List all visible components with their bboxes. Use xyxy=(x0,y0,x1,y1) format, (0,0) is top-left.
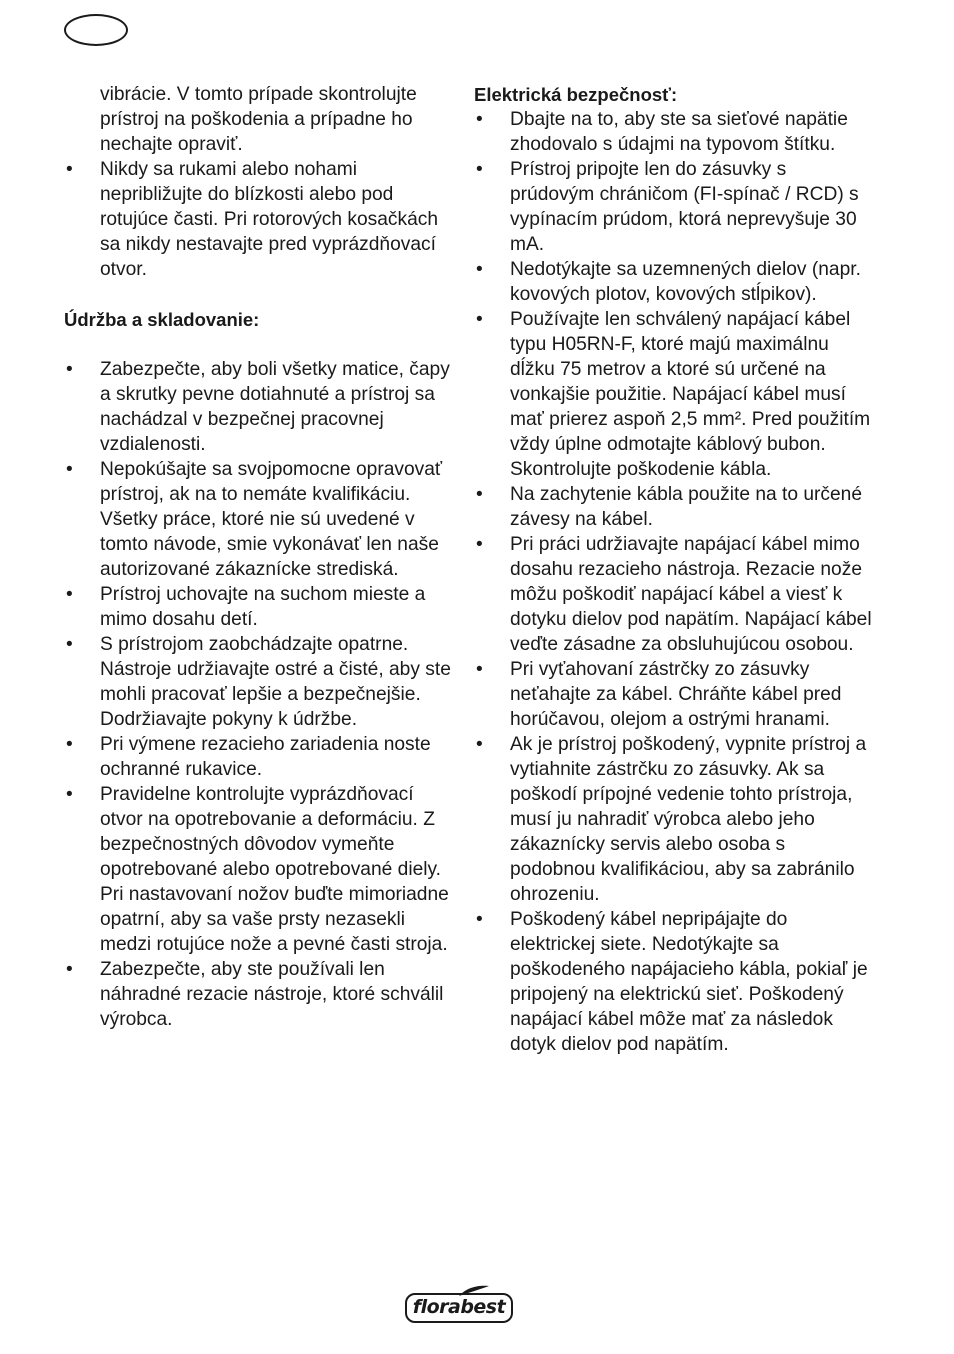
bullet-icon: • xyxy=(476,734,483,755)
electrical-safety-heading: Elektrická bezpečnosť: xyxy=(474,84,678,105)
bullet-icon: • xyxy=(66,359,73,380)
bullet-icon: • xyxy=(66,584,73,605)
continuation-text: vibrácie. V tomto prípade skontrolujte prístroj na poškodenia a prípadne ho nechajte opraviť. xyxy=(100,84,417,155)
list-item xyxy=(474,657,874,732)
list-item-text: Pravidelne kontrolujte vyprázdňovací otvor na opotrebovanie a deformáciu. Z bezpečnostných dôvodov vymeňte opotrebované alebo opotrebované diely. Pri nastavovaní nožov buďte mimoriadne opatrní, aby sa vaše prsty nezasekli medzi rotujúce nože a pevné časti stroja. xyxy=(100,784,449,955)
list-item xyxy=(64,957,454,1032)
bullet-icon: • xyxy=(66,784,73,805)
list-item-text: Zabezpečte, aby boli všetky matice, čapy a skrutky pevne dotiahnuté a prístroj sa nachádzal v bezpečnej pracovnej vzdialenosti. xyxy=(100,359,450,455)
list-item xyxy=(64,632,454,732)
logo-wordmark: florabest xyxy=(412,1296,506,1318)
bullet-icon: • xyxy=(476,109,483,130)
list-item xyxy=(64,732,454,782)
list-item xyxy=(474,307,874,482)
florabest-logo xyxy=(405,1285,515,1325)
list-item xyxy=(474,482,874,532)
list-item xyxy=(474,157,874,257)
safety-list xyxy=(64,157,454,282)
list-item-text: Pri výmene rezacieho zariadenia noste ochranné rukavice. xyxy=(100,734,431,780)
list-item-text: Prístroj uchovajte na suchom mieste a mimo dosahu detí. xyxy=(100,584,426,630)
bullet-icon: • xyxy=(66,959,73,980)
right-column xyxy=(474,82,874,1057)
maintenance-list xyxy=(64,357,454,1032)
list-item-text: Pri vyťahovaní zástrčky zo zásuvky neťahajte za kábel. Chráňte kábel pred horúčavou, olejom a ostrými hranami. xyxy=(510,659,842,730)
list-item xyxy=(474,257,874,307)
list-item xyxy=(64,782,454,957)
list-item-text: Nikdy sa rukami alebo nohami nepribližujte do blízkosti alebo pod rotujúce časti. Pri rotorových kosačkách sa nikdy nestavajte pred vyprázdňovací otvor. xyxy=(100,159,439,280)
list-item-text: Zabezpečte, aby ste používali len náhradné rezacie nástroje, ktoré schválil výrobca. xyxy=(100,959,444,1030)
maintenance-heading: Údržba a skladovanie: xyxy=(64,309,260,330)
bullet-icon: • xyxy=(66,634,73,655)
bullet-icon: • xyxy=(66,734,73,755)
list-item-text: S prístrojom zaobchádzajte opatrne. Nástroje udržiavajte ostré a čisté, aby ste mohli pracovať lepšie a bezpečnejšie. Dodržiavajte pokyny k údržbe. xyxy=(100,634,451,730)
list-item xyxy=(474,107,874,157)
electrical-safety-list xyxy=(474,107,874,1057)
bullet-icon: • xyxy=(66,459,73,480)
list-item-text: Nepokúšajte sa svojpomocne opravovať prístroj, ak na to nemáte kvalifikáciu. Všetky práce, ktoré nie sú uvedené v tomto návode, smie vykonávať len naše autorizované zákaznícke strediská. xyxy=(100,459,443,580)
list-item-text: Ak je prístroj poškodený, vypnite prístroj a vytiahnite zástrčku zo zásuvky. Ak sa poškodí prípojné vedenie tohto prístroja, musí ju nahradiť výrobca alebo jeho zákaznícky servis alebo osoba s podobnou kvalifikáciou, aby sa zabránilo ohrozeniu. xyxy=(510,734,867,905)
bullet-icon: • xyxy=(476,484,483,505)
list-item-text: Poškodený kábel nepripájajte do elektrickej siete. Nedotýkajte sa poškodeného napájacieho kábla, pokiaľ je pripojený na elektrickú sieť. Poškodený napájací kábel môže mať za následok dotyk dielov pod napätím. xyxy=(510,909,868,1055)
list-item-text: Používajte len schválený napájací kábel typu H05RN-F, ktoré majú maximálnu dĺžku 75 metrov a ktoré sú určené na vonkajšie použitie. Napájací kábel musí mať prierez aspoň 2,5 mm². Pred použitím vždy úplne odmotajte káblový bubon. Skontrolujte poškodenie kábla. xyxy=(510,309,871,480)
bullet-icon: • xyxy=(476,259,483,280)
list-item-text: Pri práci udržiavajte napájací kábel mimo dosahu rezacieho nástroja. Rezacie nože môžu poškodiť napájací kábel a viesť k dotyku dielov pod napätím. Napájací kábel veďte zásadne za obsluhujúcou osobou. xyxy=(510,534,872,655)
left-column xyxy=(64,82,454,1032)
bullet-icon: • xyxy=(476,309,483,330)
language-badge xyxy=(64,14,128,46)
bullet-icon: • xyxy=(476,159,483,180)
bullet-icon: • xyxy=(476,909,483,930)
list-item xyxy=(64,157,454,282)
bullet-icon: • xyxy=(476,534,483,555)
list-item-text: Na zachytenie kábla použite na to určené závesy na kábel. xyxy=(510,484,862,530)
list-item-text: Nedotýkajte sa uzemnených dielov (napr. kovových plotov, kovových stĺpikov). xyxy=(510,259,861,305)
list-item-text: Dbajte na to, aby ste sa sieťové napätie zhodovalo s údajmi na typovom štítku. xyxy=(510,109,848,155)
list-item xyxy=(474,732,874,907)
bullet-icon: • xyxy=(476,659,483,680)
list-item-text: Prístroj pripojte len do zásuvky s prúdovým chráničom (FI-spínač / RCD) s vypínacím prúdom, ktorá neprevyšuje 30 mA. xyxy=(510,159,859,255)
list-item xyxy=(64,457,454,582)
list-item xyxy=(474,532,874,657)
bullet-icon: • xyxy=(66,159,73,180)
list-item xyxy=(64,357,454,457)
list-item xyxy=(64,582,454,632)
list-item xyxy=(474,907,874,1057)
